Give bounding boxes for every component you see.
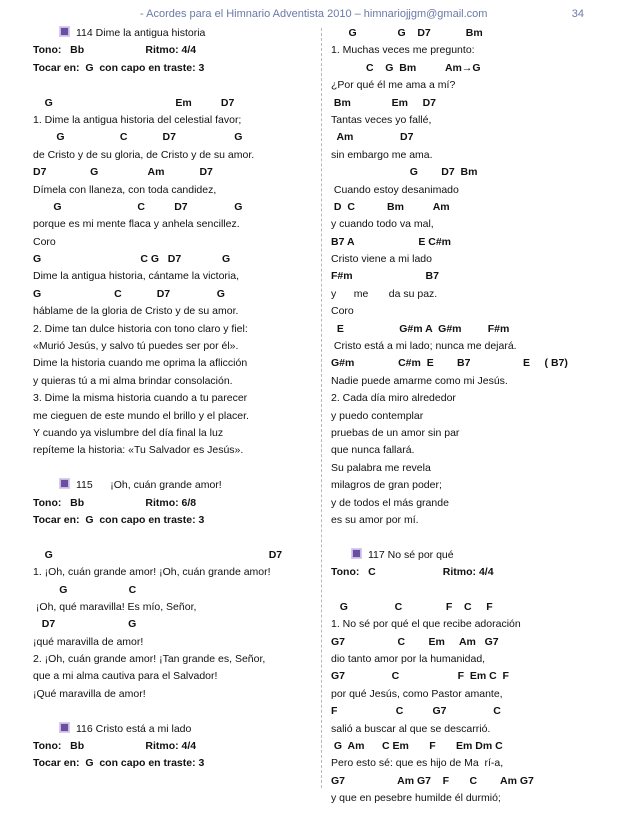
lyric-line (33, 216, 315, 233)
page-header (0, 8, 638, 24)
line-text: G G D7 Bm (331, 27, 483, 39)
line-text: D C Bm Am (331, 200, 450, 213)
chord-or-info-line (331, 634, 611, 651)
line-text: Dime la historia cuando me oprima la aflicción (33, 357, 248, 370)
line-text: 117 No sé por qué (368, 548, 454, 561)
lyric-line (331, 477, 611, 494)
line-text: Bm Em D7 (331, 96, 437, 109)
line-text: Tocar en: G con capo en traste: 3 (33, 757, 205, 770)
line-text: porque es mi mente flaca y anhela sencillez. (33, 218, 240, 231)
lyric-line (33, 651, 315, 668)
hymn-title-line (33, 25, 315, 42)
lyric-line (33, 390, 315, 407)
line-text: D7 G (33, 618, 137, 631)
line-text: 116 Cristo está a mi lado (76, 722, 192, 735)
lyric-line (33, 112, 315, 129)
lyric-line (33, 529, 315, 546)
lyric-line (331, 616, 611, 633)
chord-or-info-line (33, 495, 315, 512)
lyric-line (33, 321, 315, 338)
lyric-line (331, 582, 611, 599)
line-text: pruebas de un amor sin par (331, 426, 460, 439)
line-text: Tocar en: G con capo en traste: 3 (33, 513, 205, 526)
chord-or-info-line (331, 268, 611, 285)
line-text: 1. No sé por qué el que recibe adoración (331, 618, 521, 631)
lyric-line (33, 425, 315, 442)
line-text: G7 Am G7 F C Am G7 (331, 774, 534, 787)
line-text: ¡Qué maravilla de amor! (33, 687, 146, 700)
header-title: - Acordes para el Himnario Adventista 2010 – himnariojjgm@gmail.com (140, 8, 488, 20)
line-text: me cieguen de este mundo el brillo y el placer. (33, 409, 249, 422)
lyric-line (33, 147, 315, 164)
chord-or-info-line (33, 547, 315, 564)
chord-or-info-line (331, 164, 611, 181)
line-text: G#m C#m E B7 E ( B7) (331, 357, 568, 370)
line-text: Tono: Bb Ritmo: 6/8 (33, 496, 197, 509)
chord-or-info-line (33, 582, 315, 599)
line-text: G7 C Em Am G7 (331, 635, 499, 648)
line-text: y de todos el más grande (331, 496, 449, 509)
hymn-title-line (33, 477, 315, 494)
line-text: «Murió Jesús, y salvo tú puedes ser por él». (33, 340, 239, 353)
line-text: Dímela con llaneza, con toda candidez, (33, 183, 217, 196)
line-text: Dime la antigua historia, cántame la victoria, (33, 270, 240, 283)
lyric-line (331, 112, 611, 129)
line-text: háblame de la gloria de Cristo y de su amor. (33, 305, 239, 318)
lyric-line (331, 495, 611, 512)
right-column (331, 25, 611, 808)
chord-or-info-line (331, 129, 611, 146)
column-divider (321, 28, 322, 788)
lyric-line (331, 651, 611, 668)
lyric-line (331, 373, 611, 390)
line-text: y que en pesebre humilde él durmió; (331, 792, 501, 805)
line-text: 2. ¡Oh, cuán grande amor! ¡Tan grande es, Señor, (33, 653, 266, 666)
line-text: D7 G Am D7 (33, 166, 213, 179)
lyric-line (33, 668, 315, 685)
lyric-line (331, 216, 611, 233)
line-text: Tono: Bb Ritmo: 4/4 (33, 44, 197, 57)
line-text: Su palabra me revela (331, 461, 431, 474)
lyric-line (33, 442, 315, 459)
line-text: y cuando todo va mal, (331, 218, 434, 231)
chord-or-info-line (331, 564, 611, 581)
page-number: 34 (571, 8, 584, 20)
chord-or-info-line (331, 95, 611, 112)
lyric-line (33, 564, 315, 581)
lyric-line (33, 338, 315, 355)
line-text: salió a buscar al que se descarrió. (331, 722, 491, 735)
line-text: C G Bm Am→G (331, 61, 481, 74)
chord-or-info-line (33, 42, 315, 59)
line-text: G Em D7 (33, 96, 235, 109)
chord-or-info-line (331, 25, 611, 42)
line-text: milagros de gran poder; (331, 479, 442, 492)
lyric-line (331, 408, 611, 425)
chord-or-info-line (33, 512, 315, 529)
chord-or-info-line (33, 95, 315, 112)
lyric-line (33, 77, 315, 94)
lyric-line (331, 686, 611, 703)
chord-or-info-line (331, 773, 611, 790)
line-text: Tono: C Ritmo: 4/4 (331, 566, 494, 579)
chord-or-info-line (331, 738, 611, 755)
line-text: ¿Por qué él me ama a mí? (331, 79, 456, 92)
line-text: de Cristo y de su gloria, de Cristo y de su amor. (33, 148, 255, 161)
lyric-line (331, 42, 611, 59)
line-text: por qué Jesús, como Pastor amante, (331, 687, 503, 700)
line-text: 3. Dime la misma historia cuando a tu parecer (33, 392, 248, 405)
lyric-line (331, 147, 611, 164)
line-text: G C G D7 G (33, 253, 231, 266)
chord-or-info-line (33, 164, 315, 181)
chord-or-info-line (33, 738, 315, 755)
lyric-line (33, 268, 315, 285)
lyric-line (331, 442, 611, 459)
lyric-line (33, 355, 315, 372)
line-text: 114 Dime la antigua historia (76, 27, 206, 39)
line-text: Coro (331, 305, 354, 318)
line-text: 1. ¡Oh, cuán grande amor! ¡Oh, cuán grande amor! (33, 566, 271, 579)
lyric-line (33, 303, 315, 320)
chord-or-info-line (331, 199, 611, 216)
chord-or-info-line (331, 668, 611, 685)
line-text: ¡qué maravilla de amor! (33, 635, 144, 648)
line-text: F#m B7 (331, 270, 439, 283)
lyric-line (33, 234, 315, 251)
lyric-line (331, 721, 611, 738)
line-text: Tantas veces yo fallé, (331, 113, 432, 126)
lyric-line (331, 390, 611, 407)
line-text: Pero esto sé: que es hijo de Ma rí-a, (331, 757, 504, 770)
chord-or-info-line (33, 251, 315, 268)
lyric-line (33, 686, 315, 703)
line-text: ¡Oh, qué maravilla! Es mío, Señor, (33, 600, 197, 613)
chord-or-info-line (331, 599, 611, 616)
line-text: G C F C F (331, 600, 493, 613)
lyric-line (331, 512, 611, 529)
line-text: G C D7 G (33, 131, 243, 144)
line-text: dio tanto amor por la humanidad, (331, 653, 486, 666)
lyric-line (331, 529, 611, 546)
chord-or-info-line (33, 199, 315, 216)
line-text: Y cuando ya vislumbre del día final la luz (33, 426, 224, 439)
line-text: que nunca fallará. (331, 444, 415, 457)
line-text: G C D7 G (33, 287, 225, 300)
chord-or-info-line (33, 60, 315, 77)
left-column (33, 25, 315, 773)
line-text: 2. Cada día miro alrededor (331, 392, 456, 405)
line-text: es su amor por mí. (331, 513, 419, 526)
line-text: Tono: Bb Ritmo: 4/4 (33, 740, 197, 753)
line-text: G C (33, 583, 137, 596)
lyric-line (331, 425, 611, 442)
line-text: G D7 Bm (331, 166, 478, 179)
chord-or-info-line (33, 286, 315, 303)
line-text: Nadie puede amarme como mi Jesús. (331, 374, 508, 387)
line-text: que a mi alma cautiva para el Salvador! (33, 670, 218, 683)
line-text: Am D7 (331, 131, 414, 144)
chord-or-info-line (331, 355, 611, 372)
line-text: 115 ¡Oh, cuán grande amor! (76, 479, 222, 492)
lyric-line (331, 303, 611, 320)
lyric-line (33, 634, 315, 651)
lyric-line (33, 408, 315, 425)
line-text: G7 C F Em C F (331, 670, 509, 683)
line-text: Cristo viene a mi lado (331, 253, 432, 266)
line-text: y quieras tú a mi alma brindar consolación. (33, 374, 233, 387)
hymn-title-line (331, 547, 611, 564)
line-text: E G#m A G#m F#m (331, 322, 510, 335)
lyric-line (33, 182, 315, 199)
hymn-bullet-icon (59, 722, 70, 733)
line-text: F C G7 C (331, 705, 501, 718)
line-text: Cuando estoy desanimado (331, 183, 459, 196)
line-text: G C D7 G (33, 200, 243, 213)
line-text: 2. Dime tan dulce historia con tono claro y fiel: (33, 322, 248, 335)
hymn-bullet-icon (59, 478, 70, 489)
lyric-line (331, 338, 611, 355)
lyric-line (33, 373, 315, 390)
lyric-line (331, 790, 611, 807)
line-text: 1. Dime la antigua historia del celestial favor; (33, 113, 242, 126)
lyric-line (331, 460, 611, 477)
line-text: repíteme la historia: «Tu Salvador es Jesús». (33, 444, 244, 457)
lyric-line (33, 599, 315, 616)
line-text: B7 A E C#m (331, 235, 452, 248)
line-text: y me da su paz. (331, 287, 438, 300)
line-text: G Am C Em F Em Dm C (331, 740, 503, 753)
chord-or-info-line (33, 755, 315, 772)
lyric-line (33, 460, 315, 477)
chord-or-info-line (331, 703, 611, 720)
chord-or-info-line (33, 616, 315, 633)
line-text: 1. Muchas veces me pregunto: (331, 44, 475, 57)
chord-or-info-line (33, 129, 315, 146)
lyric-line (331, 755, 611, 772)
line-text: y puedo contemplar (331, 409, 424, 422)
line-text: sin embargo me ama. (331, 148, 433, 161)
lyric-line (331, 182, 611, 199)
lyric-line (331, 77, 611, 94)
chord-or-info-line (331, 234, 611, 251)
chord-or-info-line (331, 321, 611, 338)
hymn-bullet-icon (59, 26, 70, 37)
line-text: Tocar en: G con capo en traste: 3 (33, 61, 205, 74)
line-text: Cristo está a mi lado; nunca me dejará. (331, 340, 517, 353)
line-text: G D7 (33, 548, 283, 561)
hymn-title-line (33, 721, 315, 738)
chord-or-info-line (331, 60, 611, 77)
lyric-line (33, 703, 315, 720)
line-text: Coro (33, 235, 56, 248)
hymn-bullet-icon (351, 548, 362, 559)
lyric-line (331, 251, 611, 268)
lyric-line (331, 286, 611, 303)
